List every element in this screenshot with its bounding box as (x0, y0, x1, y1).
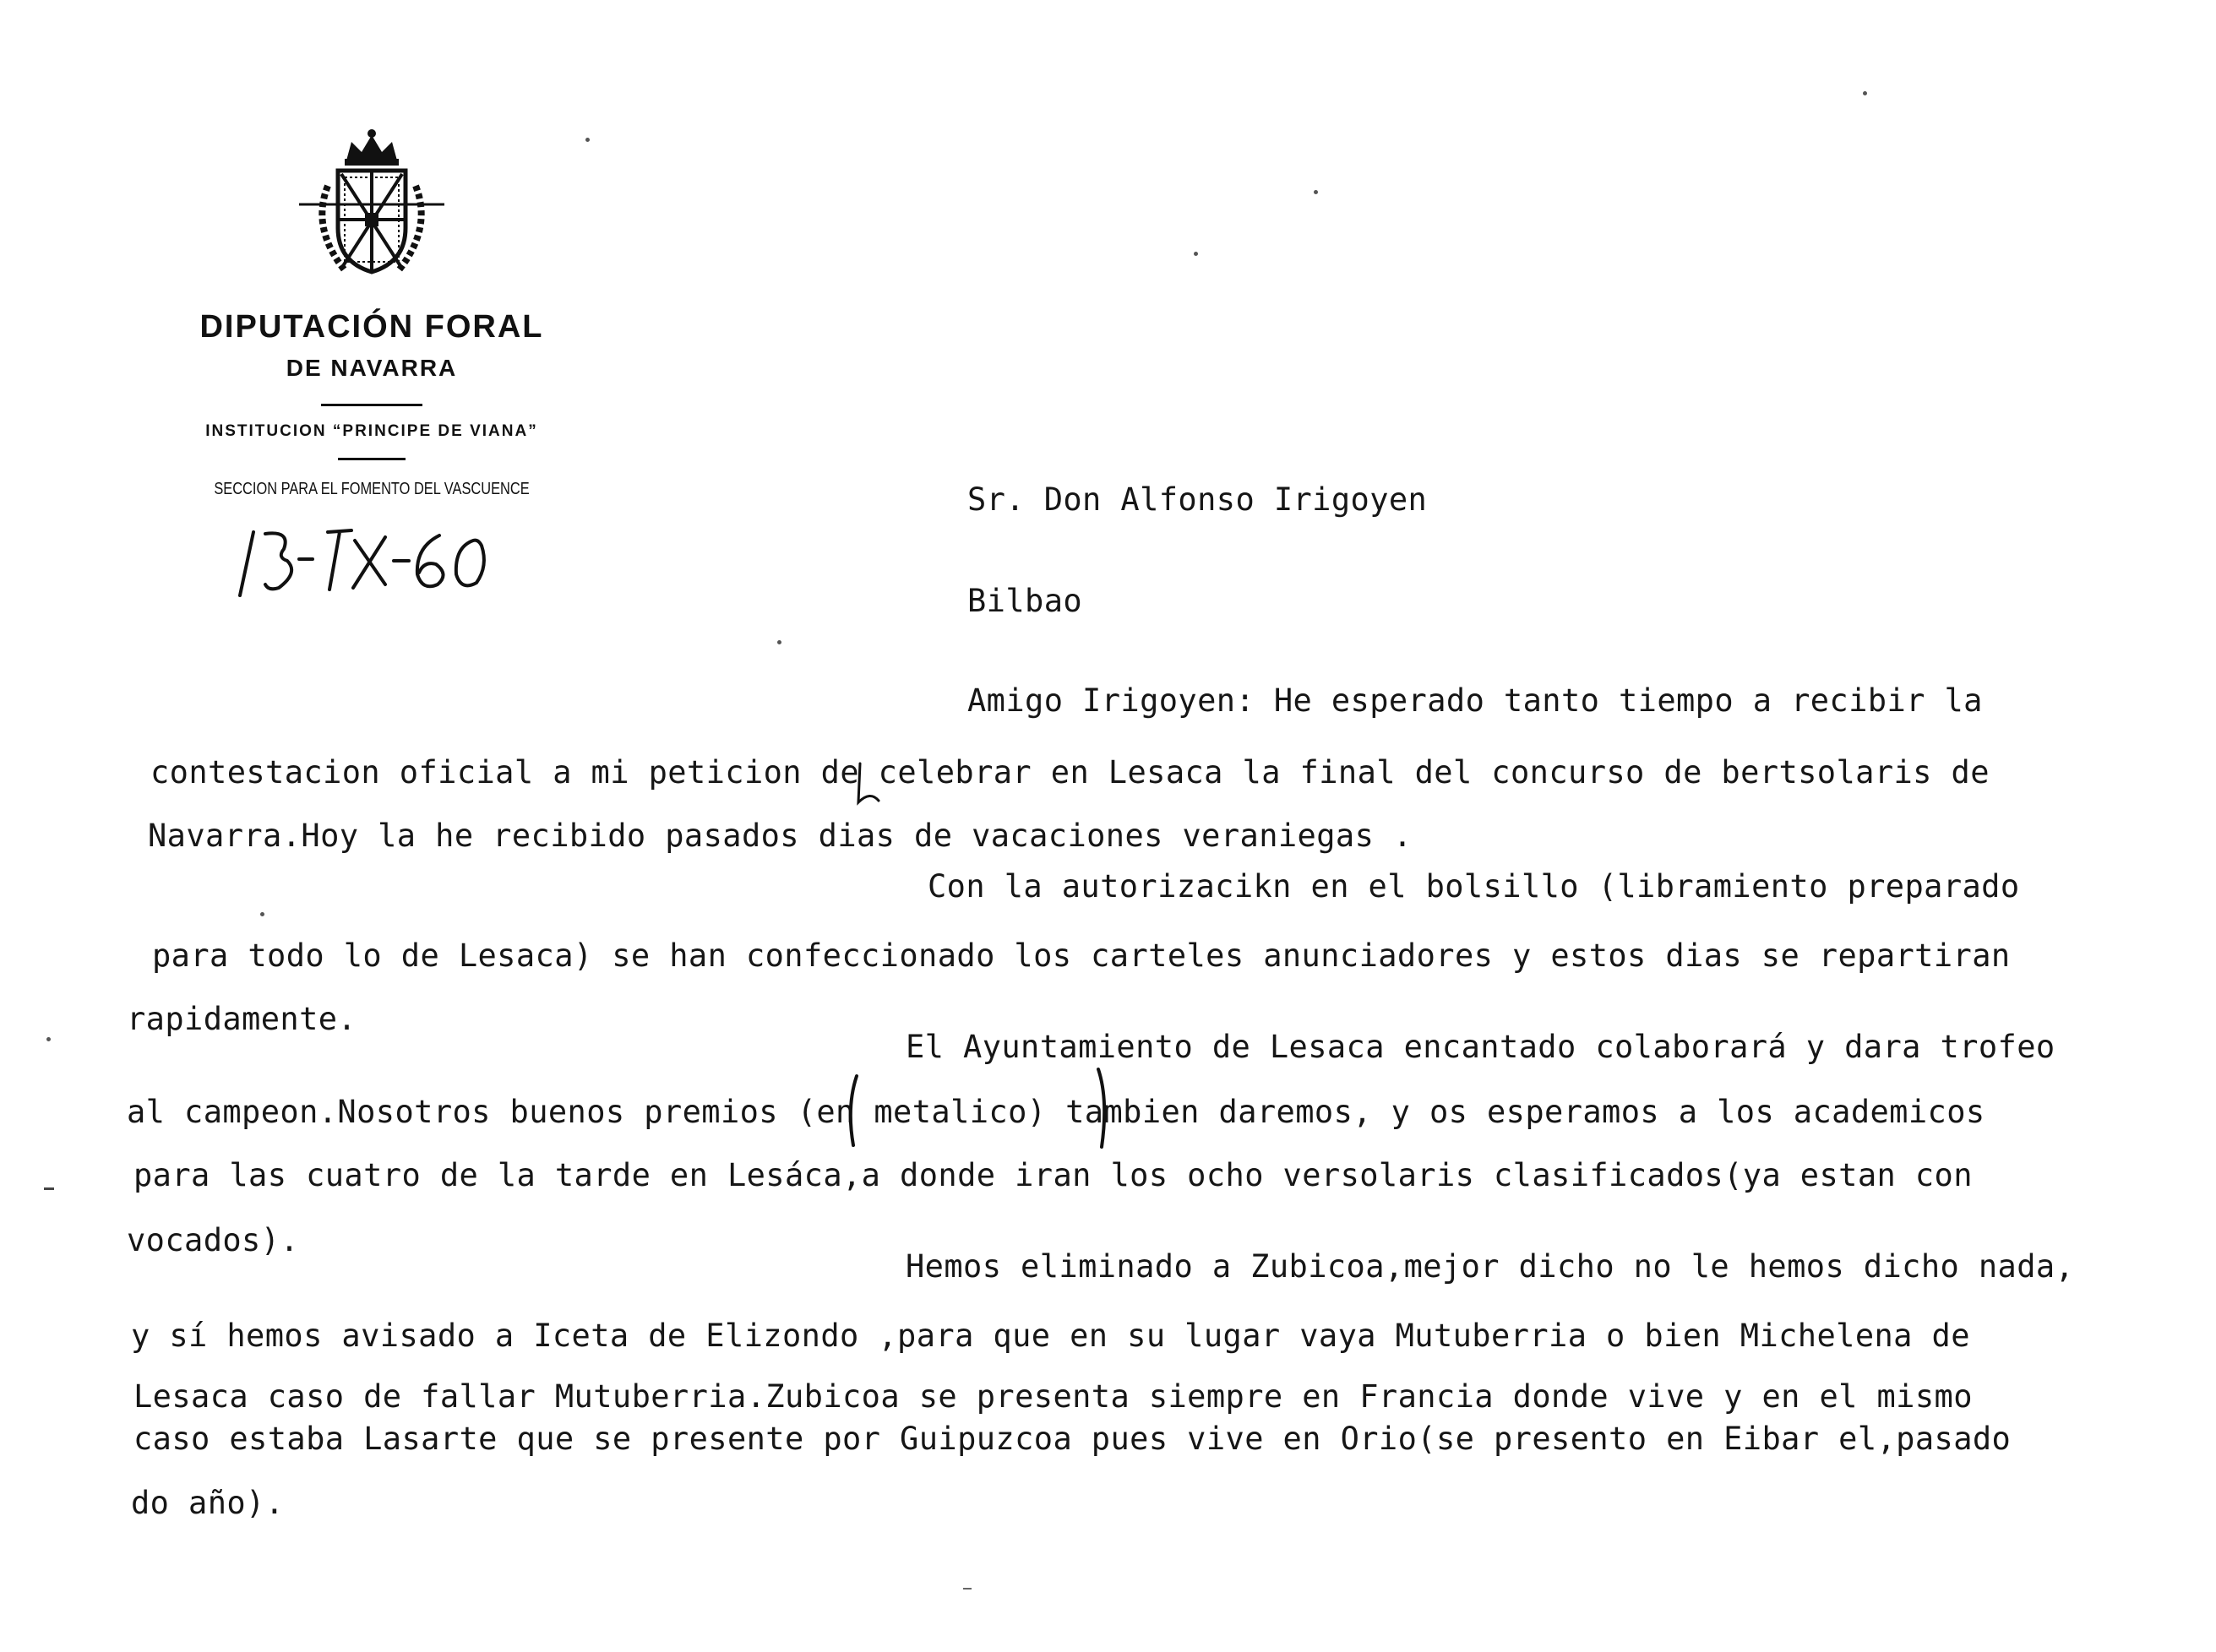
section-name: SECCION PARA EL FOMENTO DEL VASCUENCE (214, 480, 530, 498)
paper-speck (260, 912, 264, 916)
body-line: Lesaca caso de fallar Mutuberria.Zubicoa se presenta siempre en Francia donde vive y en el mismo (133, 1378, 1973, 1415)
paper-speck (1863, 91, 1867, 95)
body-line: Amigo Irigoyen: He esperado tanto tiempo a recibir la (967, 682, 1983, 719)
body-line: Hemos eliminado a Zubicoa,mejor dicho no le hemos dicho nada, (906, 1248, 2075, 1285)
paper-speck (777, 640, 781, 644)
handwritten-correction-mark (853, 760, 887, 811)
body-line: El Ayuntamiento de Lesaca encantado colaborará y dara trofeo (906, 1029, 2055, 1065)
divider (338, 458, 406, 460)
divider (321, 404, 422, 406)
body-line: para las cuatro de la tarde en Lesáca,a donde iran los ocho versolaris clasificados(ya estan con (133, 1157, 1973, 1193)
handwritten-date-signature (228, 507, 532, 600)
org-subtitle: DE NAVARRA (286, 355, 458, 381)
body-line: rapidamente. (127, 1001, 357, 1037)
body-line: al campeon.Nosotros buenos premios (en metalico) tambien daremos, y os esperamos a los academicos (127, 1094, 1985, 1130)
body-line: para todo lo de Lesaca) se han confeccionado los carteles anunciadores y estos dias se repartiran (152, 937, 2011, 974)
handwritten-bracket-mark (845, 1073, 862, 1149)
paper-speck (963, 1588, 972, 1590)
coat-of-arms-icon (294, 127, 449, 287)
body-line: vocados). (127, 1222, 300, 1258)
body-line: contestacion oficial a mi peticion de celebrar en Lesaca la final del concurso de bertsolaris de (150, 754, 1990, 791)
org-name: DIPUTACIÓN FORAL (199, 309, 544, 345)
paper-speck (585, 138, 590, 142)
recipient-city: Bilbao (967, 583, 1083, 619)
handwritten-date (228, 507, 532, 600)
paper-speck (44, 1187, 54, 1190)
recipient-name: Sr. Don Alfonso Irigoyen (967, 481, 1428, 518)
body-line: Navarra.Hoy la he recibido pasados dias de vacaciones veraniegas . (148, 818, 1413, 854)
handwritten-bracket-mark (1095, 1066, 1112, 1150)
paper-speck (1194, 252, 1198, 256)
body-line: Con la autorizacikn en el bolsillo (libramiento preparado (928, 868, 2020, 905)
body-line: y sí hemos avisado a Iceta de Elizondo ,para que en su lugar vaya Mutuberria o bien Michelena de (131, 1318, 1970, 1354)
body-line: do año). (131, 1485, 285, 1521)
paper-speck (1314, 190, 1318, 194)
paper-speck (46, 1037, 51, 1041)
body-line: caso estaba Lasarte que se presente por Guipuzcoa pues vive en Orio(se presento en Eibar el,pasado (133, 1421, 2012, 1457)
institution-name: INSTITUCION “PRINCIPE DE VIANA” (205, 422, 538, 440)
